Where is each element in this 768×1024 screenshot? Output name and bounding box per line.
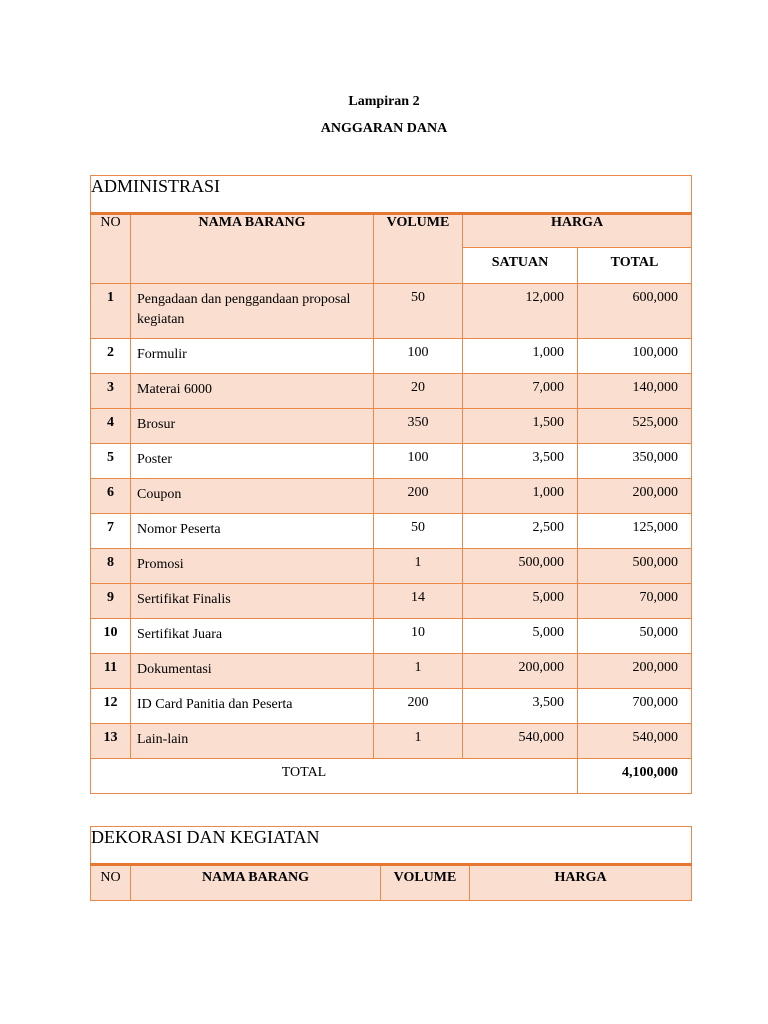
row-total: 525,000 (578, 409, 692, 444)
row-unit-price: 1,500 (463, 409, 578, 444)
document-title: ANGGARAN DANA (320, 121, 448, 136)
row-volume: 14 (374, 584, 463, 619)
table-row (91, 514, 692, 549)
table-row (91, 619, 692, 654)
table-row (91, 339, 692, 374)
row-no: 2 (91, 339, 131, 374)
row-unit-price: 2,500 (463, 514, 578, 549)
row-no: 10 (91, 619, 131, 654)
row-volume: 50 (374, 284, 463, 339)
row-volume: 1 (374, 654, 463, 689)
row-total: 100,000 (578, 339, 692, 374)
row-item-name: Sertifikat Finalis (131, 584, 374, 619)
row-no: 13 (91, 724, 131, 759)
row-item-name: Poster (131, 444, 374, 479)
row-no: 9 (91, 584, 131, 619)
col-header-volume: VOLUME (381, 865, 470, 901)
row-total: 350,000 (578, 444, 692, 479)
row-volume: 100 (374, 444, 463, 479)
table-row (91, 724, 692, 759)
total-label: TOTAL (91, 759, 578, 794)
row-item-name: ID Card Panitia dan Peserta (131, 689, 374, 724)
row-volume: 50 (374, 514, 463, 549)
row-volume: 350 (374, 409, 463, 444)
row-unit-price: 200,000 (463, 654, 578, 689)
section-title-dekorasi: DEKORASI DAN KEGIATAN (91, 827, 692, 865)
row-unit-price: 540,000 (463, 724, 578, 759)
row-unit-price: 1,000 (463, 479, 578, 514)
row-unit-price: 3,500 (463, 444, 578, 479)
table-row (91, 479, 692, 514)
row-no: 11 (91, 654, 131, 689)
table-row (91, 409, 692, 444)
row-total: 70,000 (578, 584, 692, 619)
row-no: 8 (91, 549, 131, 584)
col-header-nama-barang: NAMA BARANG (131, 865, 381, 901)
table-row (91, 549, 692, 584)
row-unit-price: 5,000 (463, 584, 578, 619)
table-row (91, 654, 692, 689)
col-header-volume: VOLUME (374, 214, 463, 284)
row-unit-price: 1,000 (463, 339, 578, 374)
row-volume: 200 (374, 479, 463, 514)
col-header-harga: HARGA (470, 865, 692, 901)
row-no: 7 (91, 514, 131, 549)
row-volume: 10 (374, 619, 463, 654)
table-row (91, 689, 692, 724)
row-volume: 200 (374, 689, 463, 724)
dekorasi-table (90, 826, 692, 901)
row-total: 50,000 (578, 619, 692, 654)
col-header-nama-barang: NAMA BARANG (131, 214, 374, 284)
row-total: 700,000 (578, 689, 692, 724)
section-title-administrasi: ADMINISTRASI (91, 176, 692, 214)
row-item-name: Sertifikat Juara (131, 619, 374, 654)
row-total: 125,000 (578, 514, 692, 549)
row-no: 12 (91, 689, 131, 724)
table-row (91, 584, 692, 619)
col-header-harga: HARGA (463, 214, 692, 248)
col-header-satuan: SATUAN (463, 248, 578, 284)
row-total: 540,000 (578, 724, 692, 759)
row-volume: 1 (374, 724, 463, 759)
row-item-name: Coupon (131, 479, 374, 514)
row-item-name: Brosur (131, 409, 374, 444)
row-unit-price: 3,500 (463, 689, 578, 724)
row-no: 5 (91, 444, 131, 479)
col-header-total: TOTAL (578, 248, 692, 284)
total-value: 4,100,000 (578, 759, 692, 794)
row-total: 500,000 (578, 549, 692, 584)
row-volume: 1 (374, 549, 463, 584)
row-item-name: Nomor Peserta (131, 514, 374, 549)
row-total: 600,000 (578, 284, 692, 339)
row-item-name: Promosi (131, 549, 374, 584)
table-row (91, 444, 692, 479)
row-no: 1 (91, 284, 131, 339)
row-item-name: Lain-lain (131, 724, 374, 759)
attachment-label: Lampiran 2 (348, 94, 420, 109)
row-no: 3 (91, 374, 131, 409)
row-volume: 20 (374, 374, 463, 409)
row-item-name: Materai 6000 (131, 374, 374, 409)
row-item-name: Pengadaan dan penggandaan proposal kegiatan (131, 284, 374, 339)
row-no: 4 (91, 409, 131, 444)
col-header-no: NO (91, 214, 131, 284)
row-item-name: Formulir (131, 339, 374, 374)
row-no: 6 (91, 479, 131, 514)
row-total: 200,000 (578, 654, 692, 689)
row-unit-price: 5,000 (463, 619, 578, 654)
row-unit-price: 12,000 (463, 284, 578, 339)
table-row (91, 374, 692, 409)
row-item-name: Dokumentasi (131, 654, 374, 689)
table-row (91, 284, 692, 339)
row-unit-price: 500,000 (463, 549, 578, 584)
row-unit-price: 7,000 (463, 374, 578, 409)
row-volume: 100 (374, 339, 463, 374)
administrasi-table (90, 175, 692, 794)
row-total: 200,000 (578, 479, 692, 514)
col-header-no: NO (91, 865, 131, 901)
row-total: 140,000 (578, 374, 692, 409)
